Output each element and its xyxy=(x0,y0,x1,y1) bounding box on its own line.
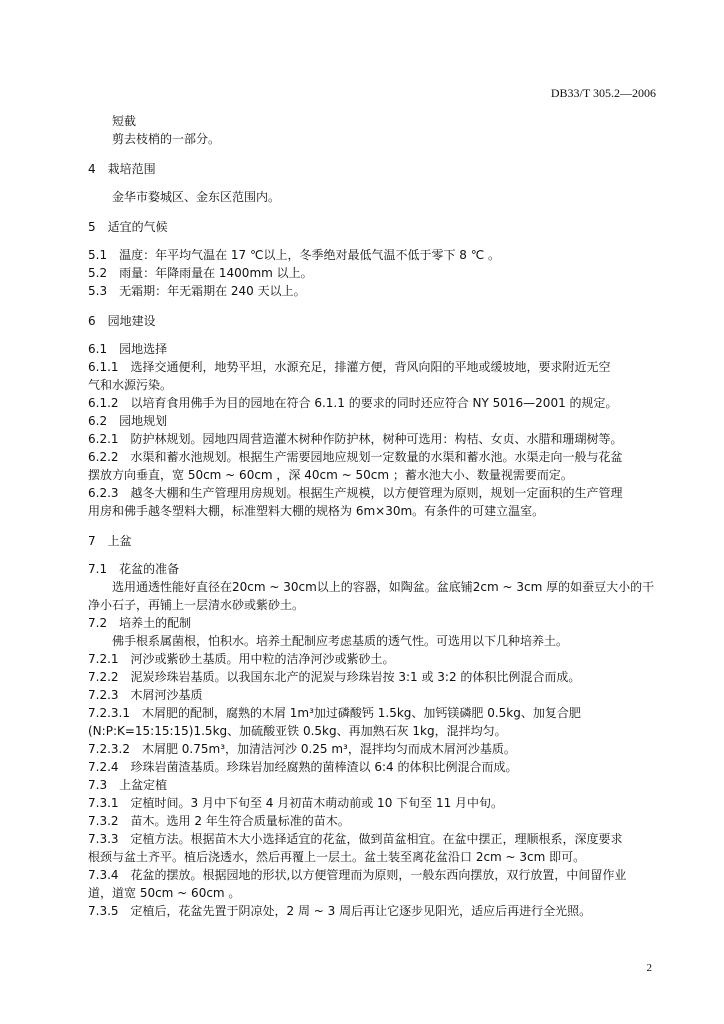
term-title: 短截 xyxy=(112,114,137,128)
clause: 7.2.4 珍珠岩菌渣基质。珍珠岩加经腐熟的菌棒渣以 6:4 的体积比例混合而成。 xyxy=(88,760,518,774)
paragraph: 佛手根系属菌根，怕积水。培养土配制应考虑基质的透气性。可选用以下几种培养土。 xyxy=(112,634,569,648)
clause: 6.2.2 水渠和蓄水池规划。根据生产需要园地应规划一定数量的水渠和蓄水池。水渠走向一般与花盆 xyxy=(88,450,623,464)
page-number: 2 xyxy=(646,962,652,974)
clause: 7.3.1 定植时间。3 月中下旬至 4 月初苗木萌动前或 10 下旬至 11 月中旬。 xyxy=(88,796,504,810)
clause-heading: 7.2.3 木屑河沙基质 xyxy=(88,688,203,702)
clause: 7.2.3.2 木屑肥 0.75m³，加清洁河沙 0.25 m³，混拌均匀而成木屑河沙基质。 xyxy=(88,742,516,756)
clause-continued: 摆放方向垂直，宽 50cm ~ 60cm ，深 40cm ~ 50cm ；蓄水池大小、数量视需要而定。 xyxy=(88,468,573,482)
clause-continued: 道，道宽 50cm ~ 60cm 。 xyxy=(88,886,241,900)
clause-heading: 6.1 园地选择 xyxy=(88,342,168,356)
clause: 7.2.2 泥炭珍珠岩基质。以我国东北产的泥炭与珍珠岩按 3:1 或 3:2 的体积比例混合而成。 xyxy=(88,670,581,684)
clause-continued: 用房和佛手越冬塑料大棚，标准塑料大棚的规格为 6m×30m。有条件的可建立温室。 xyxy=(88,504,545,518)
section-heading: 6 园地建设 xyxy=(88,314,156,328)
paragraph: 选用通透性能好直径在20cm ~ 30cm以上的容器，如陶盆。盆底铺2cm ~ 3cm 厚的如蚕豆大小的干 xyxy=(112,580,655,594)
clause: 7.3.4 花盆的摆放。根据园地的形状,以方便管理而为原则，一般东西向摆放，双行放置，中间留作业 xyxy=(88,868,627,882)
clause-heading: 7.2 培养土的配制 xyxy=(88,616,192,630)
clause: 5.2 雨量：年降雨量在 1400mm 以上。 xyxy=(88,266,313,280)
clause: 7.2.3.1 木屑肥的配制，腐熟的木屑 1m³加过磷酸钙 1.5kg、加钙镁磷肥 0.5kg、加复合肥 xyxy=(88,706,581,720)
clause-heading: 7.3 上盆定植 xyxy=(88,778,168,792)
clause-continued: 气和水源污染。 xyxy=(88,378,173,392)
clause: 5.1 温度：年平均气温在 17 ℃以上，冬季绝对最低气温不低于零下 8 ℃ 。 xyxy=(88,248,501,262)
doc-code: DB33/T 305.2—2006 xyxy=(550,86,656,100)
clause: 6.2.1 防护林规划。园地四周营造灌木树种作防护林，树种可选用：构桔、女贞、水腊和珊瑚树等。 xyxy=(88,432,623,446)
section-heading: 5 适宜的气候 xyxy=(88,220,168,234)
clause: 7.2.1 河沙或紫砂土基质。用中粒的洁净河沙或紫砂土。 xyxy=(88,652,395,666)
clause-continued: (N:P:K=15:15:15)1.5kg、加硫酸亚铁 0.5kg、再加熟石灰 1kg，混拌均匀。 xyxy=(88,724,507,738)
section-heading: 7 上盆 xyxy=(88,534,132,548)
clause: 7.3.3 定植方法。根据苗木大小选择适宜的花盆，做到苗盆相宜。在盆中摆正，理顺根系，深度要求 xyxy=(88,832,623,846)
clause-heading: 7.1 花盆的准备 xyxy=(88,562,180,576)
paragraph-continued: 净小石子，再铺上一层清水砂或紫砂土。 xyxy=(88,598,305,612)
clause: 5.3 无霜期：年无霜期在 240 天以上。 xyxy=(88,284,306,298)
clause: 6.2.3 越冬大棚和生产管理用房规划。根据生产规模，以方便管理为原则，规划一定面积的生产管理 xyxy=(88,486,623,500)
term-definition: 剪去枝梢的一部分。 xyxy=(112,132,221,146)
clause-continued: 根颈与盆土齐平。植后浇透水，然后再覆上一层土。盆土装至离花盆沿口 2cm ~ 3cm 即可。 xyxy=(88,850,586,864)
document-body xyxy=(88,112,658,920)
clause: 7.3.5 定植后，花盆先置于阴凉处，2 周 ~ 3 周后再让它逐步见阳光，适应后再进行全光照。 xyxy=(88,904,592,918)
clause-heading: 6.2 园地规划 xyxy=(88,414,168,428)
clause: 7.3.2 苗木。选用 2 年生符合质量标准的苗木。 xyxy=(88,814,350,828)
section-heading: 4 栽培范围 xyxy=(88,162,156,176)
paragraph: 金华市婺城区、金东区范围内。 xyxy=(112,190,281,204)
clause: 6.1.1 选择交通便利，地势平坦，水源充足，排灌方便，背风向阳的平地或缓坡地，要求附近无空 xyxy=(88,360,611,374)
clause: 6.1.2 以培育食用佛手为目的园地在符合 6.1.1 的要求的同时还应符合 NY 5016—2001 的规定。 xyxy=(88,396,618,410)
